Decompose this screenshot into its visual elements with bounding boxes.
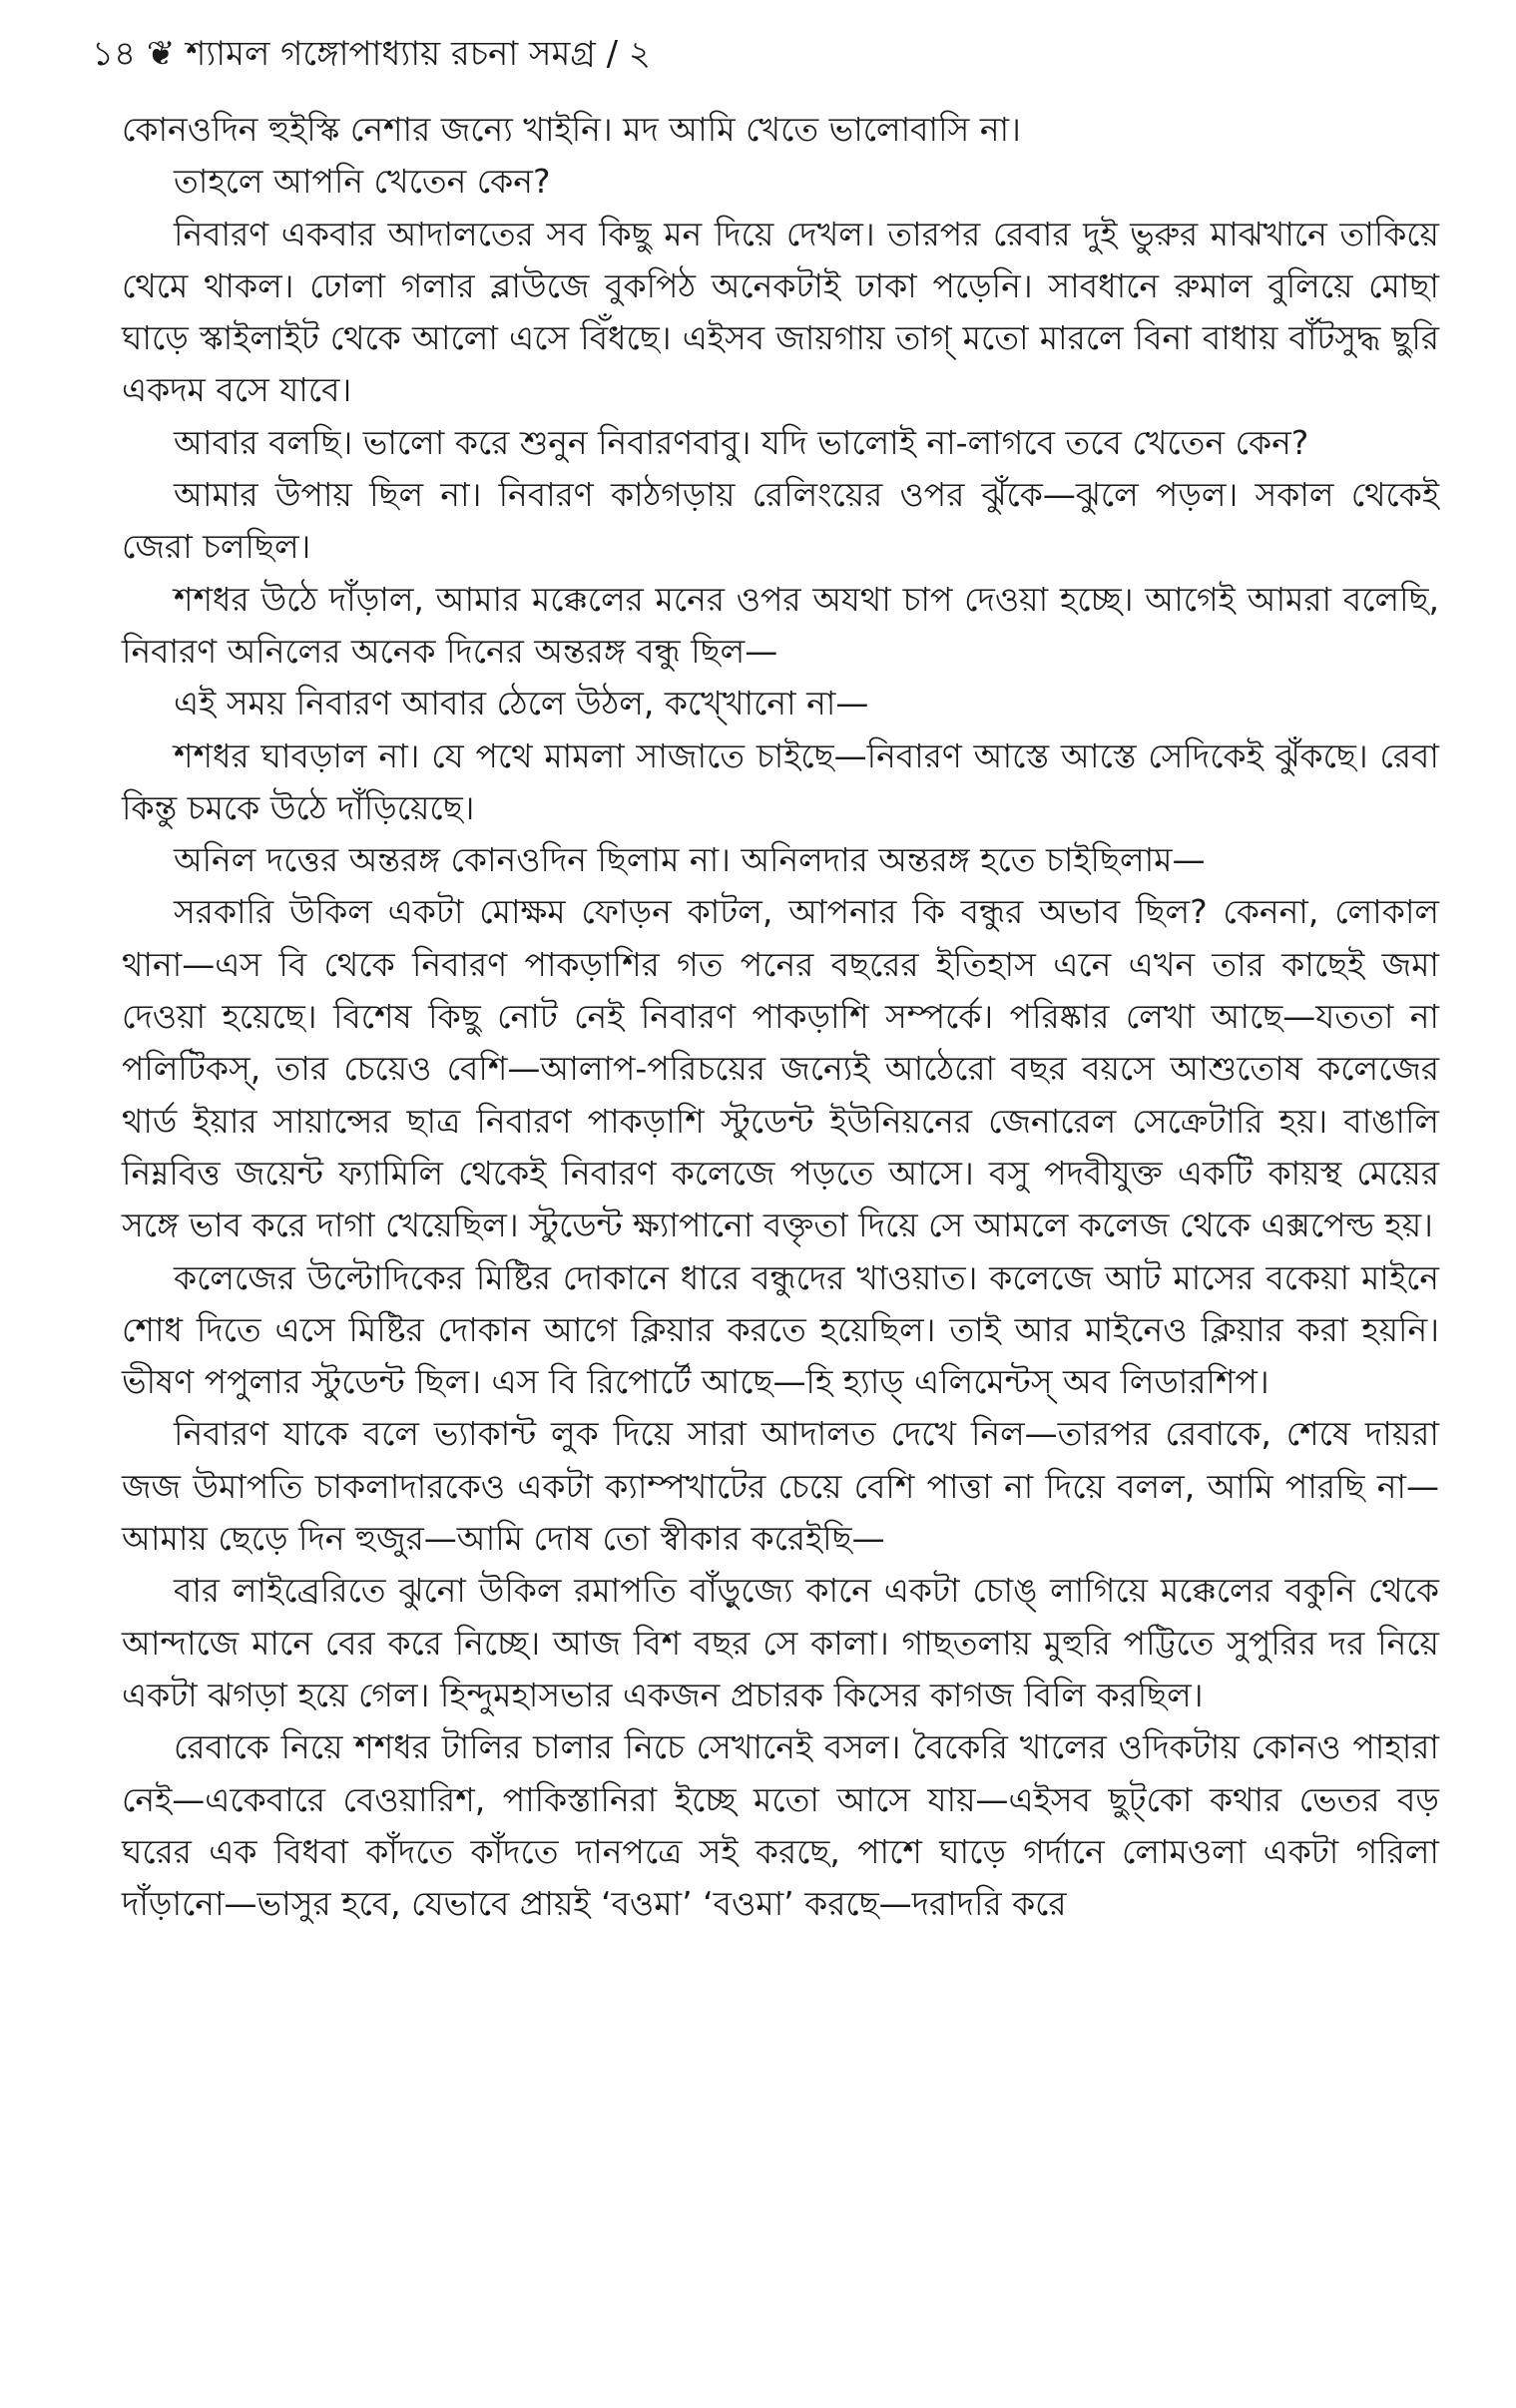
paragraph: সরকারি উকিল একটা মোক্ষম ফোড়ন কাটল, আপনার কি বন্ধুর অভাব ছিল? কেননা, লোকাল থানা—এস বি থেকে নিবারণ পাকড়াশির গত পনের বছরের ইতিহাস এনে এখন তার কাছেই জমা দেওয়া হয়েছে। বিশেষ কিছু নোট নেই নিবারণ পাকড়াশি সম্পর্কে। পরিষ্কার লেখা আছে—যততা না পলিটিকস্, তার চেয়েও বেশি—আলাপ-পরিচয়ের জন্যেই আঠেরো বছর বয়সে আশুতোষ কলেজের থার্ড ইয়ার সায়ান্সের ছাত্র নিবারণ পাকড়াশি স্টুডেন্ট ইউনিয়নের জেনারেল সেক্রেটারি হয়। বাঙালি নিম্নবিত্ত জয়েন্ট ফ্যামিলি থেকেই নিবারণ কলেজে পড়তে আসে। বসু পদবীযুক্ত একটি কায়স্থ মেয়ের সঙ্গে ভাব করে দাগা খেয়েছিল। স্টুডেন্ট ক্ষ্যাপানো বক্তৃতা দিয়ে সে আমলে কলেজ থেকে এক্সপেল্ড হয়। (122, 892, 1439, 1245)
page-body (122, 104, 1439, 1930)
paragraph: আমার উপায় ছিল না। নিবারণ কাঠগড়ায় রেলিংয়ের ওপর ঝুঁকে—ঝুলে পড়ল। সকাল থেকেই জেরা চলছিল। (122, 475, 1439, 567)
paragraph: শশধর ঘাবড়াল না। যে পথে মামলা সাজাতে চাইছে—নিবারণ আস্তে আস্তে সেদিকেই ঝুঁকছে। রেবা কিন্তু চমকে উঠে দাঁড়িয়েছে। (122, 735, 1439, 827)
paragraph: কোনওদিন হুইস্কি নেশার জন্যে খাইনি। মদ আমি খেতে ভালোবাসি না। (122, 110, 1021, 149)
paragraph: আবার বলছি। ভালো করে শুনুন নিবারণবাবু। যদি ভালোই না-লাগবে তবে খেতেন কেন? (174, 422, 1309, 462)
paragraph: রেবাকে নিয়ে শশধর টালির চালার নিচে সেখানেই বসল। বৈকেরি খালের ওদিকটায় কোনও পাহারা নেই—একেবারে বেওয়ারিশ, পাকিস্তানিরা ইচ্ছে মতো আসে যায়—এইসব ছুট্‌কো কথার ভেতর বড় ঘরের এক বিধবা কাঁদতে কাঁদতে দানপত্রে সই করছে, পাশে ঘাড়ে গর্দানে লোমওলা একটা গরিলা দাঁড়ানো—ভাসুর হবে, যেভাবে প্রায়ই ‘বওমা’ ‘বওমা’ করছে—দরাদরি করে (122, 1727, 1439, 1924)
paragraph: শশধর উঠে দাঁড়াল, আমার মক্কেলের মনের ওপর অযথা চাপ দেওয়া হচ্ছে। আগেই আমরা বলেছি, নিবারণ অনিলের অনেক দিনের অন্তরঙ্গ বন্ধু ছিল— (122, 579, 1439, 671)
paragraph: তাহলে আপনি খেতেন কেন? (174, 162, 551, 202)
paragraph: অনিল দত্তের অন্তরঙ্গ কোনওদিন ছিলাম না। অনিলদার অন্তরঙ্গ হতে চাইছিলাম— (174, 840, 1206, 880)
paragraph: বার লাইব্রেরিতে ঝুনো উকিল রমাপতি বাঁড়ুজ্যে কানে একটা চোঙ্ লাগিয়ে মক্কেলের বকুনি থেকে আন্দাজে মানে বের করে নিচ্ছে। আজ বিশ বছর সে কালা। গাছতলায় মুহুরি পট্টিতে সুপুরির দর নিয়ে একটা ঝগড়া হয়ে গেল। হিন্দুমহাসভার একজন প্রচারক কিসের কাগজ বিলি করছিল। (122, 1571, 1439, 1714)
running-header: ১৪ ❦ শ্যামল গঙ্গোপাধ্যায় রচনা সমগ্র / ২ (92, 34, 651, 74)
paragraph: নিবারণ যাকে বলে ভ্যাকান্ট লুক দিয়ে সারা আদালত দেখে নিল—তারপর রেবাকে, শেষে দায়রা জজ উমাপতি চাকলাদারকেও একটা ক্যাম্পখাটের চেয়ে বেশি পাত্তা না দিয়ে বলল, আমি পারছি না—আমায় ছেড়ে দিন হুজুর—আমি দোষ তো স্বীকার করেইছি— (122, 1414, 1439, 1559)
paragraph: নিবারণ একবার আদালতের সব কিছু মন দিয়ে দেখল। তারপর রেবার দুই ভুরুর মাঝখানে তাকিয়ে থেমে থাকল। ঢোলা গলার ব্লাউজে বুকপিঠ অনেকটাই ঢাকা পড়েনি। সাবধানে রুমাল বুলিয়ে মোছা ঘাড়ে স্কাইলাইট থেকে আলো এসে বিঁধছে। এইসব জায়গায় তাগ্ মতো মারলে বিনা বাধায় বাঁটসুদ্ধ ছুরি একদম বসে যাবে। (122, 214, 1439, 410)
paragraph: এই সময় নিবারণ আবার ঠেলে উঠল, কখ্খোনো না— (174, 684, 869, 723)
paragraph: কলেজের উল্টোদিকের মিষ্টির দোকানে ধারে বন্ধুদের খাওয়াত। কলেজে আট মাসের বকেয়া মাইনে শোধ দিতে এসে মিষ্টির দোকান আগে ক্লিয়ার করতে হয়েছিল। তাই আর মাইনেও ক্লিয়ার করা হয়নি। ভীষণ পপুলার স্টুডেন্ট ছিল। এস বি রিপোর্টে আছে—হি হ্যাড্ এলিমেন্টস্ অব লিডারশিপ। (122, 1257, 1439, 1402)
